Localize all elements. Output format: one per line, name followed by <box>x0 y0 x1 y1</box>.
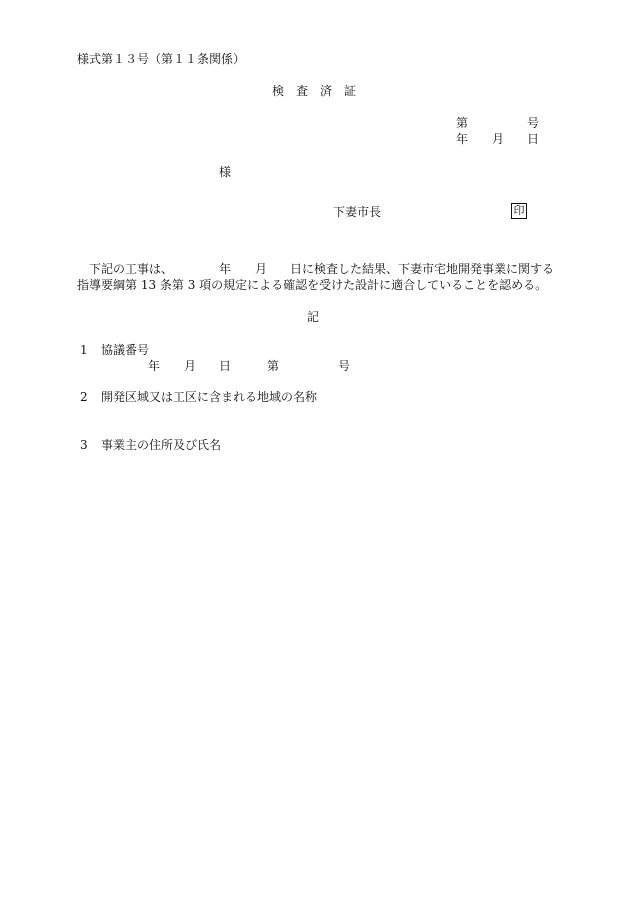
body-line2: 指導要綱第 13 条第 3 項の規定による確認を受けた設計に適合していることを認める。 <box>77 278 548 292</box>
date-month: 月 <box>492 132 505 146</box>
date-year: 年 <box>456 132 469 146</box>
body-line1-start: 下記の工事は、 <box>89 262 174 276</box>
item-2-label: 開発区域又は工区に含まれる地域の名称 <box>101 390 318 404</box>
addressee-suffix: 様 <box>219 165 232 179</box>
item-3-label: 事業主の住所及び氏名 <box>101 438 222 452</box>
item-1-day: 日 <box>219 359 232 373</box>
body-line1-month: 月 <box>255 262 268 276</box>
item-1-number: 1 <box>80 343 88 357</box>
ki-heading: 記 <box>307 310 320 324</box>
item-1-month: 月 <box>184 359 197 373</box>
issuer-name: 下妻市長 <box>333 205 382 219</box>
item-1-dai: 第 <box>267 359 280 373</box>
form-number: 様式第１３号（第１１条関係） <box>77 52 246 66</box>
document-title: 検 査 済 証 <box>272 84 357 98</box>
date-day: 日 <box>527 132 540 146</box>
number-prefix: 第 <box>456 116 469 130</box>
item-2-number: 2 <box>80 390 88 404</box>
item-1-go: 号 <box>338 359 351 373</box>
seal-mark: 印 <box>511 203 527 219</box>
item-1-year: 年 <box>148 359 161 373</box>
body-line1-rest: 日に検査した結果、下妻市宅地開発事業に関する <box>290 262 555 276</box>
number-suffix: 号 <box>527 116 540 130</box>
item-3-number: 3 <box>80 438 88 452</box>
body-line1-year: 年 <box>219 262 232 276</box>
item-1-label: 協議番号 <box>101 343 150 357</box>
